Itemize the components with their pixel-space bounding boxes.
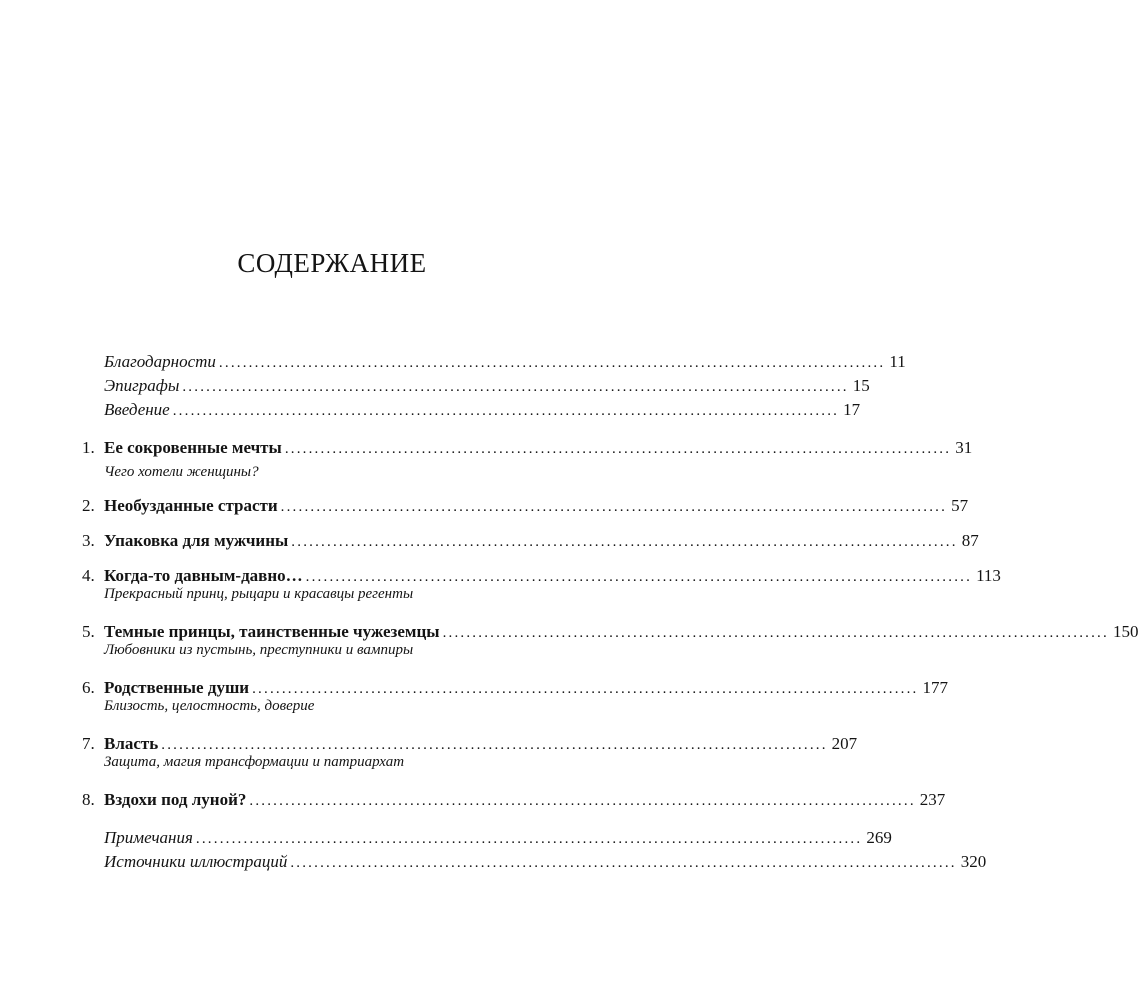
toc-entry-illustration-sources[interactable]	[82, 850, 987, 874]
entry-page: 269	[866, 828, 892, 847]
toc-chapter-8[interactable]	[82, 788, 946, 812]
toc-chapter-2[interactable]	[82, 494, 969, 518]
chapter-title: Темные принцы, таинственные чужеземцы	[104, 622, 440, 641]
entry-label: Введение	[104, 400, 170, 419]
dot-leader: ................................................................................................................	[252, 681, 919, 697]
chapter-number: 3.	[82, 531, 95, 550]
chapter-subtitle: Близость, целостность, доверие	[104, 698, 315, 714]
chapter-page: 207	[831, 734, 858, 753]
chapter-number: 2.	[82, 496, 95, 515]
entry-label: Источники иллюстраций	[104, 852, 288, 871]
chapter-title: Родственные души	[104, 678, 250, 697]
entry-label: Благодарности	[104, 352, 216, 371]
chapter-number: 5.	[82, 622, 95, 641]
entry-label: Примечания	[104, 828, 193, 847]
entry-label: Эпиграфы	[104, 376, 180, 395]
chapter-number: 1.	[82, 438, 95, 457]
chapter-number: 4.	[82, 566, 95, 585]
chapter-number: 8.	[82, 790, 95, 809]
dot-leader: ................................................................................................................	[249, 793, 916, 809]
entry-page: 320	[960, 852, 987, 871]
dot-leader: ................................................................................................................	[284, 441, 952, 457]
page-title: СОДЕРЖАНИЕ	[237, 248, 427, 278]
dot-leader: ................................................................................................................	[172, 403, 840, 419]
chapter-title: Необузданные страсти	[104, 496, 278, 515]
chapter-page: 177	[922, 678, 949, 697]
dot-leader: ................................................................................................................	[195, 831, 863, 847]
toc-chapter-1[interactable]	[82, 436, 973, 460]
entry-page: 11	[889, 352, 906, 371]
dot-leader: ................................................................................................................	[218, 355, 886, 371]
dot-leader: ................................................................................................................	[161, 737, 828, 753]
chapter-subtitle: Защита, магия трансформации и патриархат	[104, 754, 405, 770]
chapter-page: 57	[951, 496, 969, 515]
dot-leader: ................................................................................................................	[182, 379, 849, 395]
chapter-title: Когда-то давным-давно…	[104, 566, 303, 585]
chapter-page: 31	[955, 438, 973, 457]
chapter-title: Упаковка для мужчины	[104, 531, 289, 550]
toc-entry-introduction[interactable]	[82, 398, 861, 422]
entry-page: 15	[852, 376, 870, 395]
dot-leader: ................................................................................................................	[305, 569, 973, 585]
toc-entry-epigraphs[interactable]	[82, 374, 870, 398]
dot-leader: ................................................................................................................	[442, 625, 1109, 641]
chapter-subtitle: Прекрасный принц, рыцари и красавцы регенты	[104, 586, 414, 602]
chapter-number: 6.	[82, 678, 95, 697]
toc-chapter-3[interactable]	[82, 529, 979, 553]
chapter-page: 87	[961, 531, 979, 550]
chapter-title: Ее сокровенные мечты	[104, 438, 282, 457]
toc-entry-acknowledgements[interactable]	[82, 350, 906, 374]
chapter-title: Вздохи под луной?	[104, 790, 247, 809]
chapter-page: 237	[919, 790, 946, 809]
chapter-title: Власть	[104, 734, 159, 753]
dot-leader: ................................................................................................................	[291, 534, 958, 550]
chapter-page: 113	[976, 566, 1001, 585]
chapter-page: 150	[1112, 622, 1138, 641]
dot-leader: ................................................................................................................	[290, 855, 957, 871]
toc-entry-notes[interactable]	[82, 826, 892, 850]
chapter-subtitle: Любовники из пустынь, преступники и вампиры	[104, 642, 414, 658]
dot-leader: ................................................................................................................	[280, 499, 948, 515]
chapter-subtitle: Чего хотели женщины?	[104, 464, 259, 480]
entry-page: 17	[843, 400, 861, 419]
chapter-number: 7.	[82, 734, 95, 753]
